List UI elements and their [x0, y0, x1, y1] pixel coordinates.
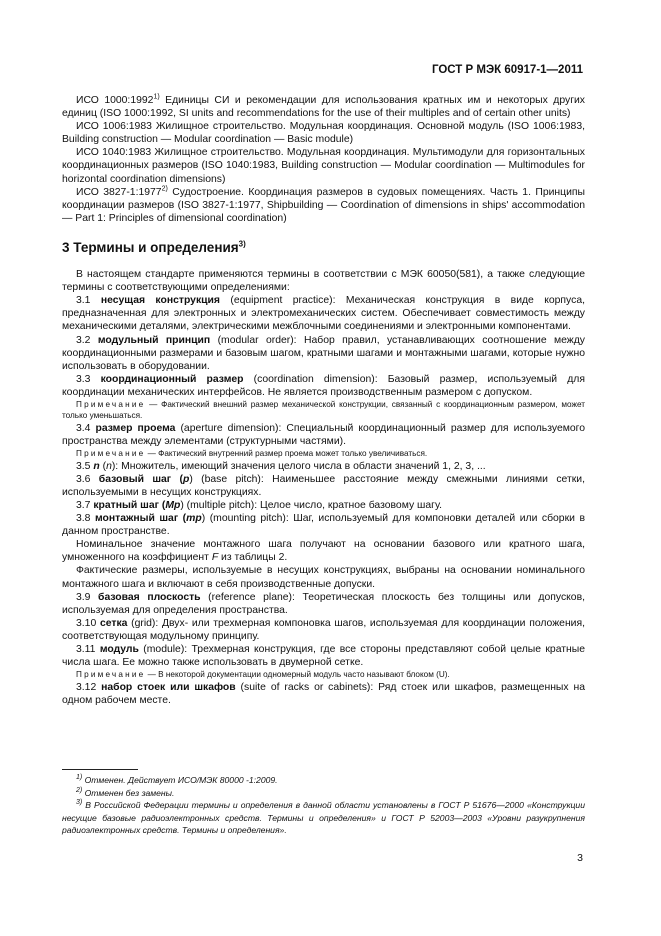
term-3-10: 3.10 сетка (grid): Двух- или трехмерная компоновка шагов, используемая для координации положения, соответствующая модульному принципу. [62, 617, 585, 642]
note-3-11: Примечание — В некоторой документации одномерный модуль часто называют блоком (U). [76, 670, 450, 680]
intro-paragraph: В настоящем стандарте применяются термины в соответствии с МЭК 60050(581), а также следующие термины с соответствующими определениями: [62, 269, 585, 294]
term-3-8-paragraph: Фактические размеры, используемые в несущих конструкциях, выбраны на основании номинального монтажного шага и включают в себя производственные допуски. [62, 565, 585, 590]
footnote: $^{2)}$ Отменен без замены. [76, 786, 175, 798]
term-3-9: 3.9 базовая плоскость (reference plane): Теоретическая плоскость без толщины или допусков, используемая для определения пространства. [62, 591, 585, 616]
term-3-6: 3.6 базовый шаг (p) (base pitch): Наименьшее расстояние между смежными линиями сетки, используемыми в несущих конструкциях. [62, 473, 585, 498]
footnote: $^{3)}$ В Российской Федерации термины и определения в данной области установлены в ГОСТ Р 51676—2000 «Конструкции несущие базовые радиоэлектронных средств. Термины и определения» и ГОСТ Р 52003—2003 «Уровни разукрупнения радиоэлектронных средств. Термины и определения». [62, 799, 585, 836]
note-3-4: Примечание — Фактический внутренний размер проема может только увеличиваться. [76, 449, 428, 459]
term-3-8: 3.8 монтажный шаг (mp) (mounting pitch): Шаг, используемый для компоновки деталей или сборки в данном пространстве. [62, 513, 585, 538]
term-3-5: 3.5 n (n): Множитель, имеющий значения целого числа в области значений 1, 2, 3, ... [76, 460, 486, 472]
reference-item: ИСО 1040:1983 Жилищное строительство. Модульная координация. Мультимодули для горизонтальных координационных размеров (ISO 1040:1983, Building construction — Modular coordination — Multimodules for horizontal coordination dimensions) [62, 147, 585, 185]
footnote: $^{1)}$ Отменен. Действует ИСО/МЭК 80000 -1:2009. [76, 774, 278, 785]
reference-item: ИСО 3827-1:1977$^{2)}$ Судостроение. Координация размеров в судовых помещениях. Часть 1. Принципы координации размеров (ISO 3827-1:1977, Shipbuilding — Coordination of dimensions in ships' accommodation — Part 1: Principles of dimensional coordination) [62, 185, 585, 224]
section-heading: 3 Термины и определения$^{3)}$ [62, 239, 246, 255]
term-3-4: 3.4 размер проема (aperture dimension): Специальный координационный размер для используемого пространства между элементами (структурными частями). [62, 422, 585, 448]
reference-item: ИСО 1006:1983 Жилищное строительство. Модульная координация. Основной модуль (ISO 1006:1983, Building construction — Modular coordination — Basic module) [62, 121, 585, 146]
term-3-1: 3.1 несущая конструкция (equipment practice): Механическая конструкция в виде корпуса, предназначенная для электронных и электромеханических систем. Обеспечивает совместимость между механическими деталями, электрическими межблочными соединениями и электронными компонентами. [62, 295, 585, 333]
footnotes [62, 774, 585, 837]
note-3-3: Примечание — Фактический внешний размер механической конструкции, связанный с координационным размером, может только уменьшаться. [62, 399, 585, 421]
term-3-11: 3.11 модуль (module): Трехмерная конструкция, где все стороны представляют собой целые кратные числа шага. Ее можно также использовать в двумерной сетке. [62, 643, 585, 669]
reference-item: ИСО 1000:1992$^{1)}$ Единицы СИ и рекомендации для использования кратных им и некоторых других единиц (ISO 1000:1992, SI units and recommendations for the use of their multiples and of certain other units) [62, 93, 586, 120]
footnote-divider [62, 769, 138, 770]
term-3-2: 3.2 модульный принцип (modular order): Набор правил, устанавливающих соотношение между координационными размерами и базовым шагом, кратными шагами и монтажными шагами, которые нужно использовать в оборудовании. [62, 334, 585, 372]
term-3-8-paragraph: Номинальное значение монтажного шага получают на основании базового или кратного шага, умноженного на коэффициент F из таблицы 2. [62, 539, 585, 564]
document-body [62, 94, 585, 707]
term-3-7: 3.7 кратный шаг (Mp) (multiple pitch): Целое число, кратное базовому шагу. [76, 499, 442, 511]
doc-header: ГОСТ Р МЭК 60917-1—2011 [431, 64, 583, 76]
term-3-12: 3.12 набор стоек или шкафов (suite of racks or cabinets): Ряд стоек или шкафов, размещенных на одном рабочем месте. [62, 681, 585, 706]
page-number: 3 [577, 852, 583, 864]
term-3-3: 3.3 координационный размер (coordination dimension): Базовый размер, используемый для координации механических интерфейсов. Не является производственным размером с допуском. [62, 373, 585, 398]
